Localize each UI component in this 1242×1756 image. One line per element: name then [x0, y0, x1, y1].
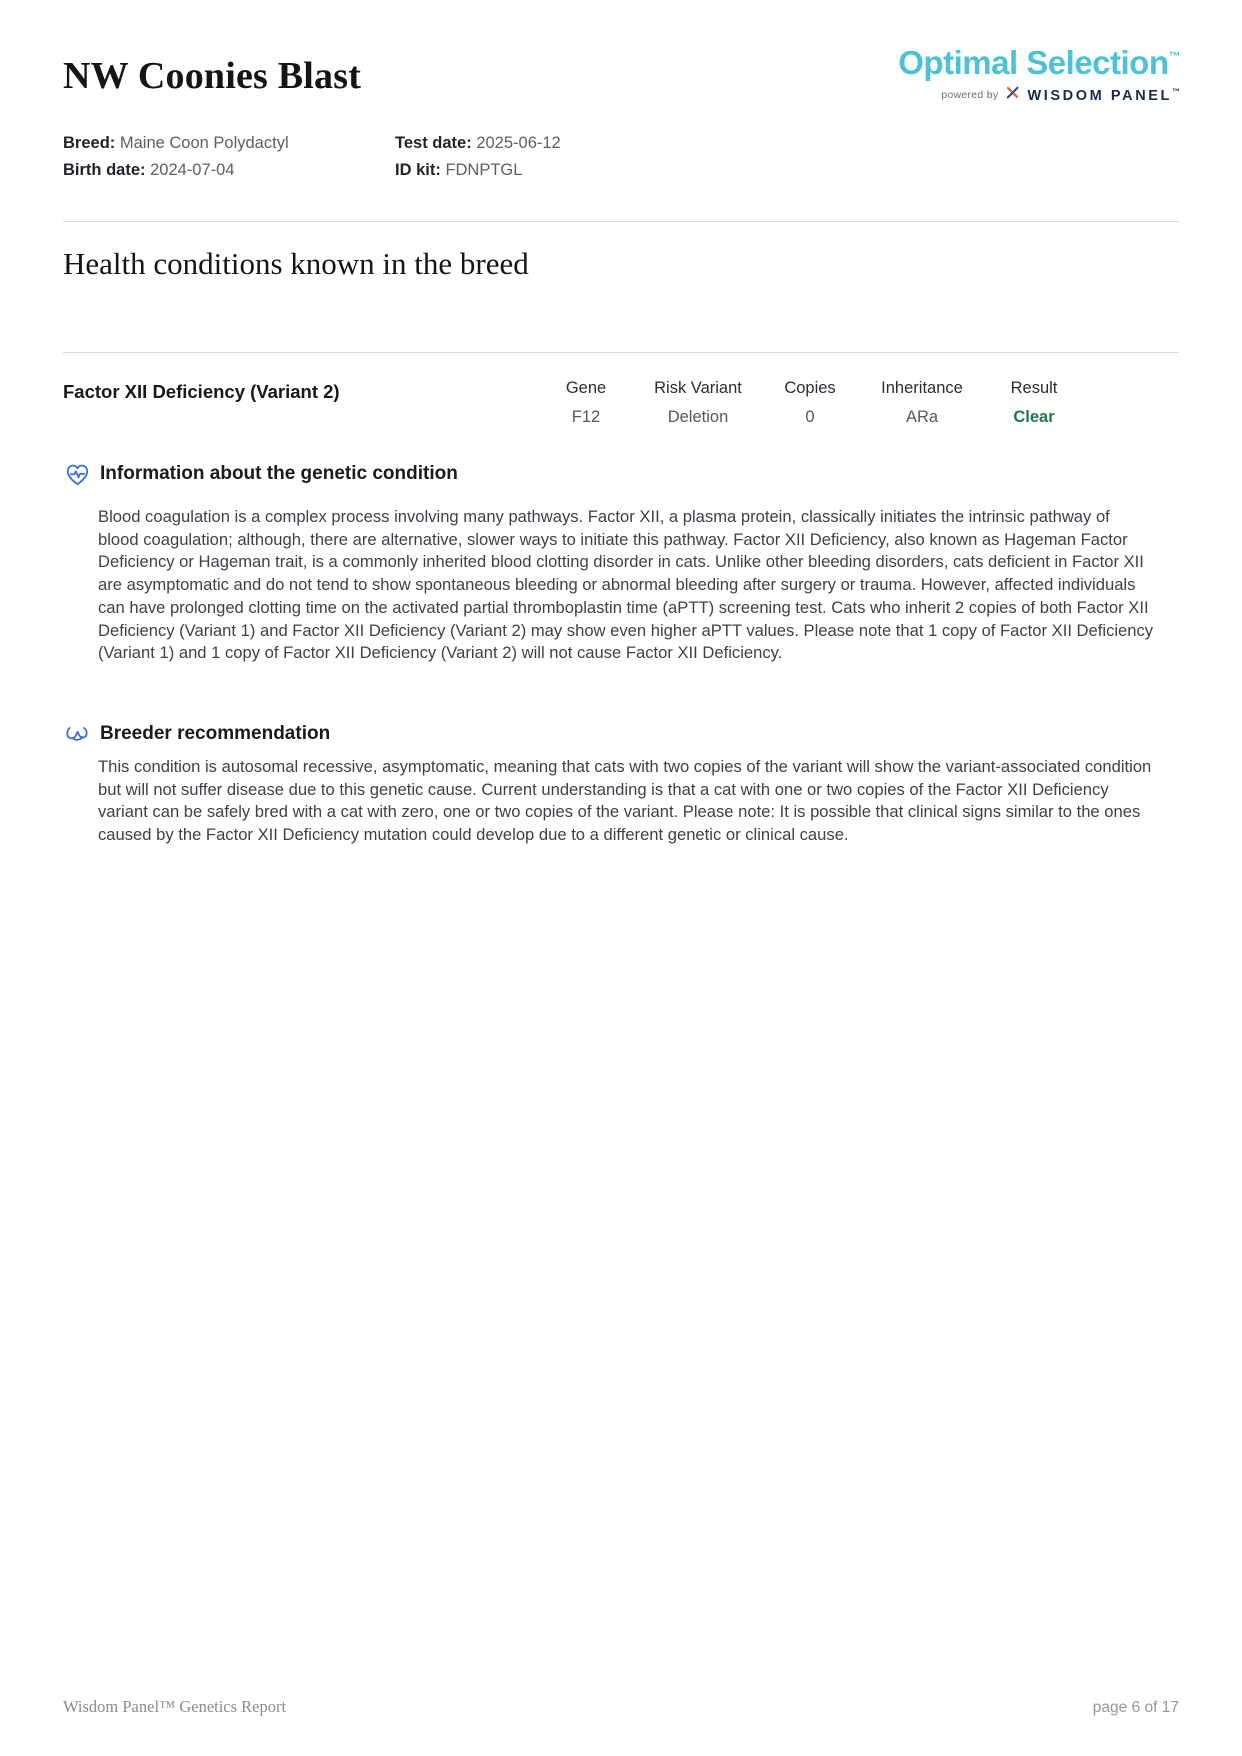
copies-value: 0 [805, 408, 815, 426]
info-section-body: Blood coagulation is a complex process involving many pathways. Factor XII, a plasma protein, classically initiates the intrinsic pathway of blood coagulation; although, there are alternative, slower ways to initiate this pathway. Factor XII Deficiency, also known as Hageman Factor Deficiency or Hageman trait, is a commonly inherited blood clotting disorder in cats. Unlike other bleeding disorders, cats deficient in Factor XII are asymptomatic and do not tend to show spontaneous bleeding or abnormal bleeding after surgery or trauma. However, affected individuals can have prolonged clotting time on the activated partial thromboplastin time (aPTT) screening test. Cats who inherit 2 copies of both Factor XII Deficiency (Variant 1) and Factor XII Deficiency (Variant 2) may show even higher aPTT values. Please note that 1 copy of Factor XII Deficiency (Variant 1) and 1 copy of Factor XII Deficiency (Variant 2) will not cause Factor XII Deficiency. [98, 507, 1154, 663]
breeder-section-heading [63, 720, 330, 748]
test-date-label: Test date: [395, 134, 472, 152]
info-section-heading [63, 460, 458, 488]
brand-trademark: ™ [1168, 49, 1180, 63]
risk-variant-header: Risk Variant [654, 379, 742, 397]
id-kit-label: ID kit: [395, 161, 441, 179]
breed-row [63, 130, 289, 157]
birth-date-row [63, 157, 289, 184]
copies-column [754, 379, 866, 427]
copies-header: Copies [784, 379, 836, 397]
heart-pulse-icon [63, 460, 91, 488]
header-divider [63, 221, 1179, 222]
risk-variant-column [642, 379, 754, 427]
gene-column [530, 379, 642, 427]
partner-trademark: ™ [1172, 86, 1180, 96]
breeder-section-title: Breeder recommendation [100, 723, 331, 744]
gene-header: Gene [565, 379, 607, 397]
id-kit-row [395, 157, 561, 184]
risk-variant-value: Deletion [667, 408, 729, 426]
ribbon-icon [63, 720, 91, 748]
id-kit-value: FDNPTGL [445, 161, 523, 179]
dna-helix-icon [1005, 85, 1020, 105]
test-date-row [395, 130, 561, 157]
test-date-value: 2025-06-12 [476, 134, 561, 152]
gene-value: F12 [571, 408, 601, 426]
wisdom-panel-wordmark: WISDOM PANEL™ [1027, 86, 1180, 104]
info-section-title: Information about the genetic condition [100, 463, 458, 484]
pet-meta-left [63, 130, 289, 184]
pet-name-title: NW Coonies Blast [63, 55, 362, 97]
result-column [978, 379, 1090, 427]
breed-label: Breed: [63, 134, 116, 152]
pet-meta-right [395, 130, 561, 184]
optimal-selection-logo [898, 44, 1180, 105]
condition-result-table [530, 379, 1090, 427]
result-value-clear: Clear [1013, 408, 1055, 426]
powered-by-row [898, 85, 1180, 105]
footer-report-name: Wisdom Panel™ Genetics Report [63, 1697, 287, 1716]
inheritance-value: ARa [905, 408, 939, 426]
table-top-divider [63, 352, 1179, 353]
section-title: Health conditions known in the breed [63, 246, 529, 281]
result-header: Result [1010, 379, 1058, 397]
breed-value: Maine Coon Polydactyl [119, 134, 289, 152]
condition-name: Factor XII Deficiency (Variant 2) [63, 381, 340, 402]
breeder-section-body: This condition is autosomal recessive, asymptomatic, meaning that cats with two copies of the variant will show the variant-associated condition but will not suffer disease due to this genetic cause. Current understanding is that a cat with one or two copies of the Factor XII Deficiency variant can be safely bred with a cat with zero, one or two copies of the variant. Please note: It is possible that clinical signs similar to the ones caused by the Factor XII Deficiency mutation could develop due to a different genetic or clinical cause. [98, 757, 1152, 845]
brand-wordmark: Optimal Selection™ [898, 44, 1180, 81]
powered-by-label: powered by [941, 89, 999, 101]
footer-page-number: page 6 of 17 [1092, 1699, 1179, 1716]
inheritance-header: Inheritance [881, 379, 963, 397]
inheritance-column [866, 379, 978, 427]
birth-date-value: 2024-07-04 [150, 161, 235, 179]
birth-date-label: Birth date: [63, 161, 146, 179]
